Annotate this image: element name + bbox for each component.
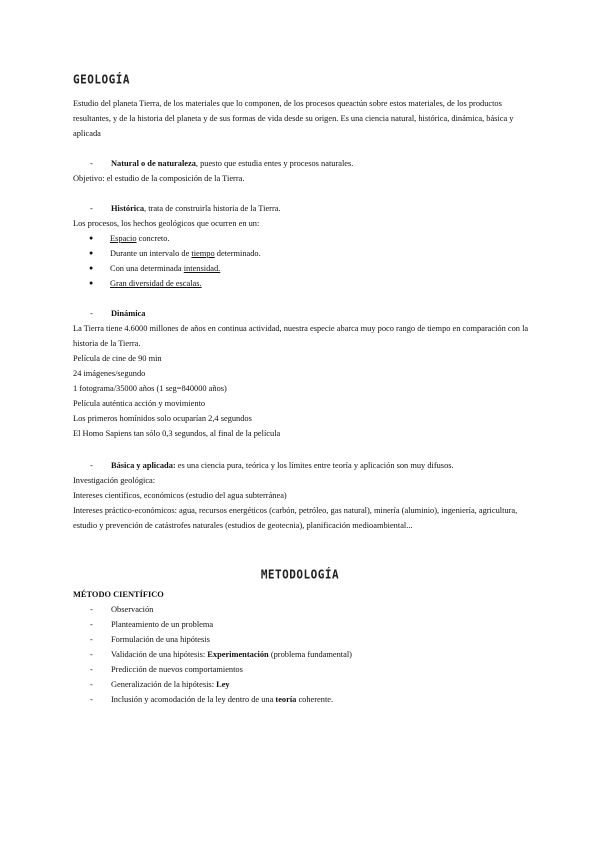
item-post: determinado. (214, 249, 261, 258)
section-title-metodologia: METODOLOGÍA (260, 567, 340, 582)
item-underlined: tiempo (191, 249, 215, 258)
dinamica-line: El Homo Sapiens tan sólo 0,3 segundos, al final de la película (73, 429, 281, 438)
step-pre: Observación (111, 605, 154, 614)
item-pre: Con una determinada (110, 264, 184, 273)
step-bold: teoría (275, 695, 297, 704)
metodo-subtitle-text: MÉTODO CIENTÍFICO (73, 590, 164, 599)
dinamica-heading-list (73, 306, 533, 321)
historica-bold: Histórica (111, 204, 145, 213)
basica-line: Intereses práctico-económicos: agua, recursos energéticos (carbón, petróleo, gas natural), minería (aluminio), ingeniería, agricultura, estudio y prevención de catástrofes naturales (estudios de geotecnia), planificación medioambiental... (73, 506, 518, 530)
step-post: coherente. (296, 695, 334, 704)
basica-heading-list (73, 458, 533, 473)
natural-heading (73, 156, 533, 171)
item-underlined: intensidad. (183, 264, 221, 273)
dinamica-text (73, 321, 533, 441)
historica-intro-text: Los procesos, los hechos geológicos que ocurren en un: (73, 219, 260, 228)
list-item (73, 632, 533, 647)
basica-text (73, 473, 533, 533)
step-pre: Validación de una hipótesis: (111, 650, 208, 659)
metodo-steps (73, 602, 533, 707)
list-item (73, 662, 533, 677)
dinamica-bold: Dinámica (111, 309, 146, 318)
dinamica-line: Película de cine de 90 min (73, 354, 162, 363)
dinamica-heading (73, 306, 533, 321)
natural-rest: , puesto que estudia entes y procesos naturales. (195, 159, 354, 168)
basica-line: Investigación geológica: (73, 476, 156, 485)
list-item (73, 692, 533, 707)
item-pre: Durante un intervalo de (110, 249, 192, 258)
intro-text: Estudio del planeta Tierra, de los materiales que lo componen, de los procesos queactún sobre estos materiales, de los productos resultantes, y de la historia del planeta y de sus formas de vida desde su origen. Es una ciencia natural, histórica, dinámica, básica y aplicada (73, 99, 514, 138)
step-pre: Predicción de nuevos comportamientos (111, 665, 243, 674)
metodo-subtitle (73, 587, 533, 602)
basica-bold: Básica y aplicada: (111, 461, 176, 470)
step-post: (problema fundamental) (268, 650, 352, 659)
basica-heading (73, 458, 533, 473)
natural-objective (73, 171, 533, 186)
dinamica-line: Película auténtica acción y movimiento (73, 399, 206, 408)
historica-heading (73, 201, 533, 216)
item-post: concreto. (136, 234, 170, 243)
historica-rest: , trata de construirla historia de la Tierra. (144, 204, 281, 213)
basica-line: Intereses científicos, económicos (estudio del agua subterránea) (73, 491, 287, 500)
natural-objective-text: Objetivo: el estudio de la composición de la Tierra. (73, 174, 245, 183)
step-pre: Inclusión y acomodación de la ley dentro de una (111, 695, 276, 704)
step-pre: Generalización de la hipótesis: (111, 680, 217, 689)
item-underlined: Gran diversidad de escalas. (110, 279, 202, 288)
list-item (73, 276, 533, 291)
historica-list (73, 231, 533, 291)
dinamica-line: 1 fotograma/35000 años (1 seg=840000 años) (73, 384, 227, 393)
intro-paragraph (73, 96, 533, 141)
dinamica-line: La Tierra tiene 4.6000 millones de años en continua actividad, nuestra especie abarca muy poco rango de tiempo en comparación con la historia de la Tierra. (73, 324, 529, 348)
natural-heading-list (73, 156, 533, 171)
step-pre: Planteamiento de un problema (111, 620, 214, 629)
list-item (73, 261, 533, 276)
list-item (73, 677, 533, 692)
basica-rest: es una ciencia pura, teórica y los límites entre teoría y aplicación son muy difusos. (175, 461, 454, 470)
list-item (73, 231, 533, 246)
list-item (73, 617, 533, 632)
step-pre: Formulación de una hipótesis (111, 635, 210, 644)
list-item (73, 602, 533, 617)
dinamica-line: Los primeros homínidos solo ocuparían 2,4 segundos (73, 414, 252, 423)
step-bold: Ley (216, 680, 230, 689)
historica-intro (73, 216, 533, 231)
list-item (73, 246, 533, 261)
page-title: GEOLOGÍA (73, 72, 130, 87)
historica-heading-list (73, 201, 533, 216)
dinamica-line: 24 imágenes/segundo (73, 369, 146, 378)
list-item (73, 647, 533, 662)
natural-bold: Natural o de naturaleza (111, 159, 196, 168)
item-underlined: Espacio (110, 234, 137, 243)
step-bold: Experimentación (207, 650, 269, 659)
